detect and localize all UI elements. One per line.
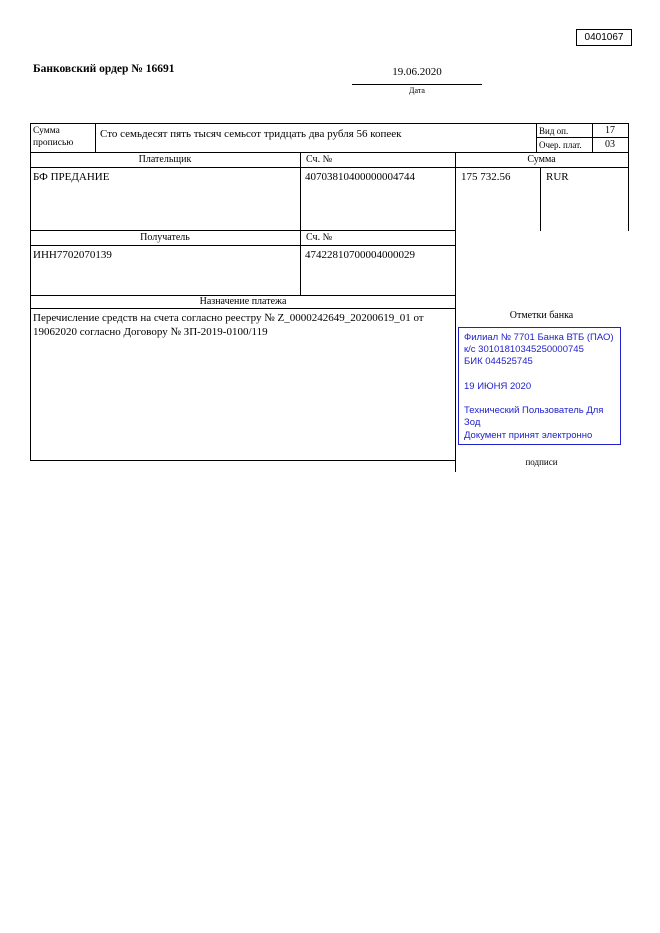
purpose-line2: 19062020 согласно Договору № ЗП-2019-0100/119 bbox=[33, 326, 268, 338]
stamp-branch-line: Филиал № 7701 Банка ВТБ (ПАО) bbox=[464, 332, 614, 343]
stamp-blank-line bbox=[464, 369, 615, 381]
table-line-recipient-header-bottom bbox=[30, 245, 456, 246]
table-line-op-divider bbox=[536, 137, 629, 138]
stamp-accepted-line: Документ принят электронно bbox=[464, 429, 593, 441]
bank-stamp bbox=[458, 327, 621, 445]
recipient-header: Получатель bbox=[140, 232, 190, 243]
sum-value: 175 732.56 bbox=[461, 171, 511, 183]
payment-order-value: 03 bbox=[605, 139, 615, 150]
table-line-currency-divider bbox=[540, 167, 541, 231]
sum-header: Сумма bbox=[527, 154, 556, 165]
stamp-operator-line2: Зод bbox=[464, 417, 481, 429]
table-line-bottom bbox=[30, 460, 456, 461]
date-underline bbox=[352, 84, 482, 85]
signatures-label: подписи bbox=[525, 457, 558, 467]
amount-words-label-line2: прописью bbox=[33, 138, 74, 148]
table-line-top bbox=[30, 123, 629, 124]
table-line-payer-bottom bbox=[30, 230, 456, 231]
stamp-corr-account-line: к/с 30101810345250000745 bbox=[464, 344, 584, 356]
stamp-operator-line1: Технический Пользователь Для bbox=[464, 405, 604, 417]
operation-type-label: Вид оп. bbox=[539, 126, 569, 136]
table-line-row1-bottom bbox=[30, 152, 629, 153]
payer-account: 40703810400000004744 bbox=[305, 171, 415, 183]
purpose-header: Назначение платежа bbox=[199, 296, 287, 307]
recipient-account-header: Сч. № bbox=[306, 232, 333, 243]
stamp-blank-line bbox=[464, 393, 615, 405]
table-line-purpose-header-bottom bbox=[30, 308, 456, 309]
bank-marks-header: Отметки банка bbox=[509, 310, 574, 321]
purpose-line1: Перечисление средств на счета согласно реестру № Z_0000242649_20200619_01 от bbox=[33, 312, 424, 324]
payer-header: Плательщик bbox=[138, 154, 192, 165]
table-line-left-edge bbox=[30, 123, 31, 461]
table-line-op-left bbox=[536, 123, 537, 153]
table-line-right-edge bbox=[628, 123, 629, 231]
table-line-sumlabel-divider bbox=[95, 123, 96, 153]
payment-order-label: Очер. плат. bbox=[539, 140, 582, 150]
recipient-name: ИНН7702070139 bbox=[33, 249, 112, 261]
recipient-account: 47422810700004000029 bbox=[305, 249, 415, 261]
amount-in-words: Сто семьдесят пять тысяч семьсот тридцать два рубля 56 копеек bbox=[100, 128, 402, 140]
stamp-bik-line: БИК 044525745 bbox=[464, 356, 533, 368]
currency-code: RUR bbox=[546, 171, 569, 183]
date-label: Дата bbox=[409, 86, 425, 95]
document-title: Банковский ордер № 16691 bbox=[33, 63, 175, 75]
payer-account-header: Сч. № bbox=[306, 154, 333, 165]
form-code-box: 0401067 bbox=[576, 29, 632, 46]
stamp-date-line: 19 ИЮНЯ 2020 bbox=[464, 380, 532, 392]
operation-type-value: 17 bbox=[605, 125, 615, 136]
amount-words-label-line1: Сумма bbox=[33, 126, 60, 136]
date-value: 19.06.2020 bbox=[392, 66, 442, 78]
payer-name: БФ ПРЕДАНИЕ bbox=[33, 171, 110, 183]
table-line-account-divider bbox=[300, 152, 301, 296]
